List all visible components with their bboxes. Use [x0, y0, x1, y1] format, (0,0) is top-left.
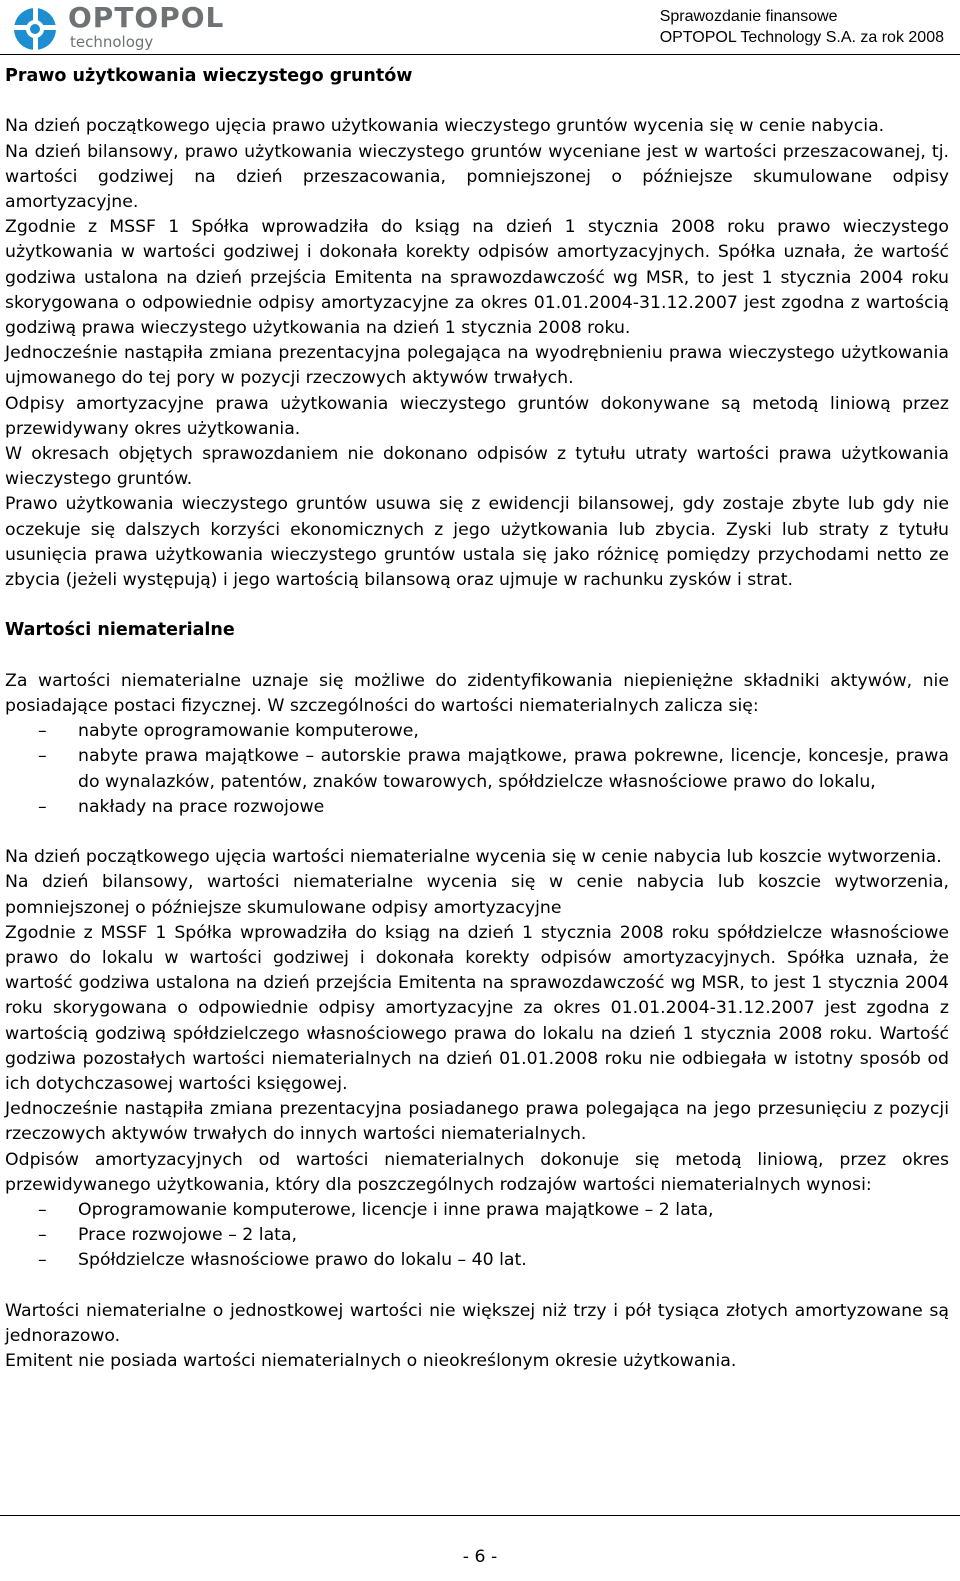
optopol-logo	[6, 1, 246, 52]
list-item	[5, 1223, 949, 1248]
dash-bullet: –	[38, 1250, 47, 1271]
intangibles-list	[5, 719, 949, 820]
paragraph: Odpisy amortyzacyjne prawa użytkowania wieczystego gruntów dokonywane są metodą liniową przez przewidywany okres użytkowania.	[5, 393, 949, 439]
list-item-text: Spółdzielcze własnościowe prawo do lokalu – 40 lat.	[78, 1250, 527, 1271]
page-number: - 6 -	[462, 1547, 498, 1567]
logo-wordmark: OPTOPOL	[68, 1, 225, 34]
spacer	[5, 89, 949, 114]
dash-bullet: –	[38, 721, 47, 742]
paragraph: Za wartości niematerialne uznaje się możliwe do zidentyfikowania niepieniężne składniki aktywów, nie posiadające postaci fizycznej. W szczególności do wartości niematerialnych zalicza się:	[5, 670, 949, 717]
report-title: Sprawozdanie finansowe	[659, 8, 838, 25]
dash-bullet: –	[38, 1225, 47, 1246]
paragraph: Zgodnie z MSSF 1 Spółka wprowadziła do ksiąg na dzień 1 stycznia 2008 roku spółdzielcze własnościowe prawo do lokalu w wartości godziwej i dokonała korekty odpisów amortyzacyjnych. Spółka uznała, że wartość godziwa ustalona na dzień przejścia Emitenta na sprawozdawczość wg MSR, to jest 1 stycznia 2004 roku skorygowana o odpowiednie odpisy amortyzacyjne za okres 01.01.2004-31.12.2007 jest zgodna z wartością godziwą spółdzielczego własnościowego prawa do lokalu na dzień 1 stycznia 2008 roku. Wartość godziwa pozostałych wartości niematerialnych na dzień 01.01.2008 roku nie odbiegała w istotny sposób od ich dotychczasowej wartości księgowej.	[5, 922, 949, 1095]
page-header	[0, 0, 960, 56]
paragraph: Na dzień początkowego ujęcia prawo użytkowania wieczystego gruntów wycenia się w cenie nabycia.	[5, 116, 885, 137]
dash-bullet: –	[38, 796, 47, 817]
paragraph: Odpisów amortyzacyjnych od wartości niematerialnych dokonuje się metodą liniową, przez okres przewidywanego użytkowania, który dla poszczególnych rodzajów wartości niematerialnych wynosi:	[5, 1149, 949, 1195]
list-item	[5, 1248, 949, 1273]
paragraph: Na dzień bilansowy, wartości niematerialne wycenia się w cenie nabycia lub koszcie wytworzenia, pomniejszonej o późniejsze skumulowane odpisy amortyzacyjne	[5, 872, 949, 918]
list-item-text: nabyte prawa majątkowe – autorskie prawa majątkowe, prawa pokrewne, licencje, koncesje, prawa do wynalazków, patentów, znaków towarowych, spółdzielcze własnościowe prawo do lokalu,	[78, 746, 949, 792]
list-item	[5, 795, 949, 820]
spacer	[5, 1274, 949, 1299]
report-meta	[660, 6, 944, 48]
optopol-logo-icon	[10, 6, 60, 52]
dash-bullet: –	[38, 746, 47, 767]
paragraph: Wartości niematerialne o jednostkowej wartości nie większej niż trzy i pół tysiąca złotych amortyzowane są jednorazowo.	[5, 1300, 949, 1347]
list-item-text: Oprogramowanie komputerowe, licencje i inne prawa majątkowe – 2 lata,	[78, 1200, 714, 1221]
footer-divider	[0, 1515, 960, 1516]
paragraph: Prawo użytkowania wieczystego gruntów usuwa się z ewidencji bilansowej, gdy zostaje zbyte lub gdy nie oczekuje się dalszych korzyści ekonomicznych z jego użytkowania lub zbycia. Zyski lub straty z tytułu usunięcia prawa użytkowania wieczystego gruntów ustala się jako różnicę pomiędzy przychodami netto ze zbycia (jeżeli występują) i jego wartością bilansową oraz ujmuje w rachunku zysków i strat.	[5, 494, 949, 591]
spacer	[5, 644, 949, 669]
list-item-text: nakłady na prace rozwojowe	[78, 796, 325, 817]
report-company-year: OPTOPOL Technology S.A. za rok 2008	[659, 29, 944, 46]
document-body	[5, 64, 949, 1374]
paragraph: Na dzień bilansowy, prawo użytkowania wieczystego gruntów wyceniane jest w wartości przeszacowanej, tj. wartości godziwej na dzień przeszacowania, pomniejszonej o późniejsze skumulowane odpisy amortyzacyjne.	[5, 141, 949, 212]
spacer	[5, 593, 949, 618]
list-item-text: Prace rozwojowe – 2 lata,	[78, 1225, 298, 1246]
header-divider	[0, 54, 960, 55]
section-title-land-use: Prawo użytkowania wieczystego gruntów	[5, 66, 413, 86]
paragraph: W okresach objętych sprawozdaniem nie dokonano odpisów z tytułu utraty wartości prawa użytkowania wieczystego gruntów.	[5, 444, 949, 490]
paragraph: Jednocześnie nastąpiła zmiana prezentacyjna posiadanego prawa polegająca na jego przesunięciu z pozycji rzeczowych aktywów trwałych do innych wartości niematerialnych.	[5, 1099, 949, 1145]
paragraph: Na dzień początkowego ujęcia wartości niematerialne wycenia się w cenie nabycia lub koszcie wytworzenia.	[5, 847, 942, 868]
section-title-intangibles: Wartości niematerialne	[5, 620, 235, 641]
paragraph: Emitent nie posiada wartości niematerialnych o nieokreślonym okresie użytkowania.	[5, 1351, 737, 1372]
spacer	[5, 820, 949, 845]
list-item	[5, 1198, 949, 1223]
paragraph: Zgodnie z MSSF 1 Spółka wprowadziła do ksiąg na dzień 1 stycznia 2008 roku prawo wieczystego użytkowania w wartości godziwej i dokonała korekty odpisów amortyzacyjnych. Spółka uznała, że wartość godziwa ustalona na dzień przejścia Emitenta na sprawozdawczość wg MSR, to jest 1 stycznia 2004 roku skorygowana o odpowiednie odpisy amortyzacyjne za okres 01.01.2004-31.12.2007 jest zgodna z wartością godziwą prawa wieczystego użytkowania na dzień 1 stycznia 2008 roku.	[5, 217, 949, 339]
list-item-text: nabyte oprogramowanie komputerowe,	[78, 721, 419, 742]
list-item	[5, 719, 949, 744]
paragraph: Jednocześnie nastąpiła zmiana prezentacyjna polegająca na wyodrębnieniu prawa wieczystego użytkowania ujmowanego do tej pory w pozycji rzeczowych aktywów trwałych.	[5, 343, 949, 389]
amortization-periods-list	[5, 1198, 949, 1274]
logo-tagline: technology	[70, 33, 154, 51]
list-item	[5, 744, 949, 794]
dash-bullet: –	[38, 1200, 47, 1221]
